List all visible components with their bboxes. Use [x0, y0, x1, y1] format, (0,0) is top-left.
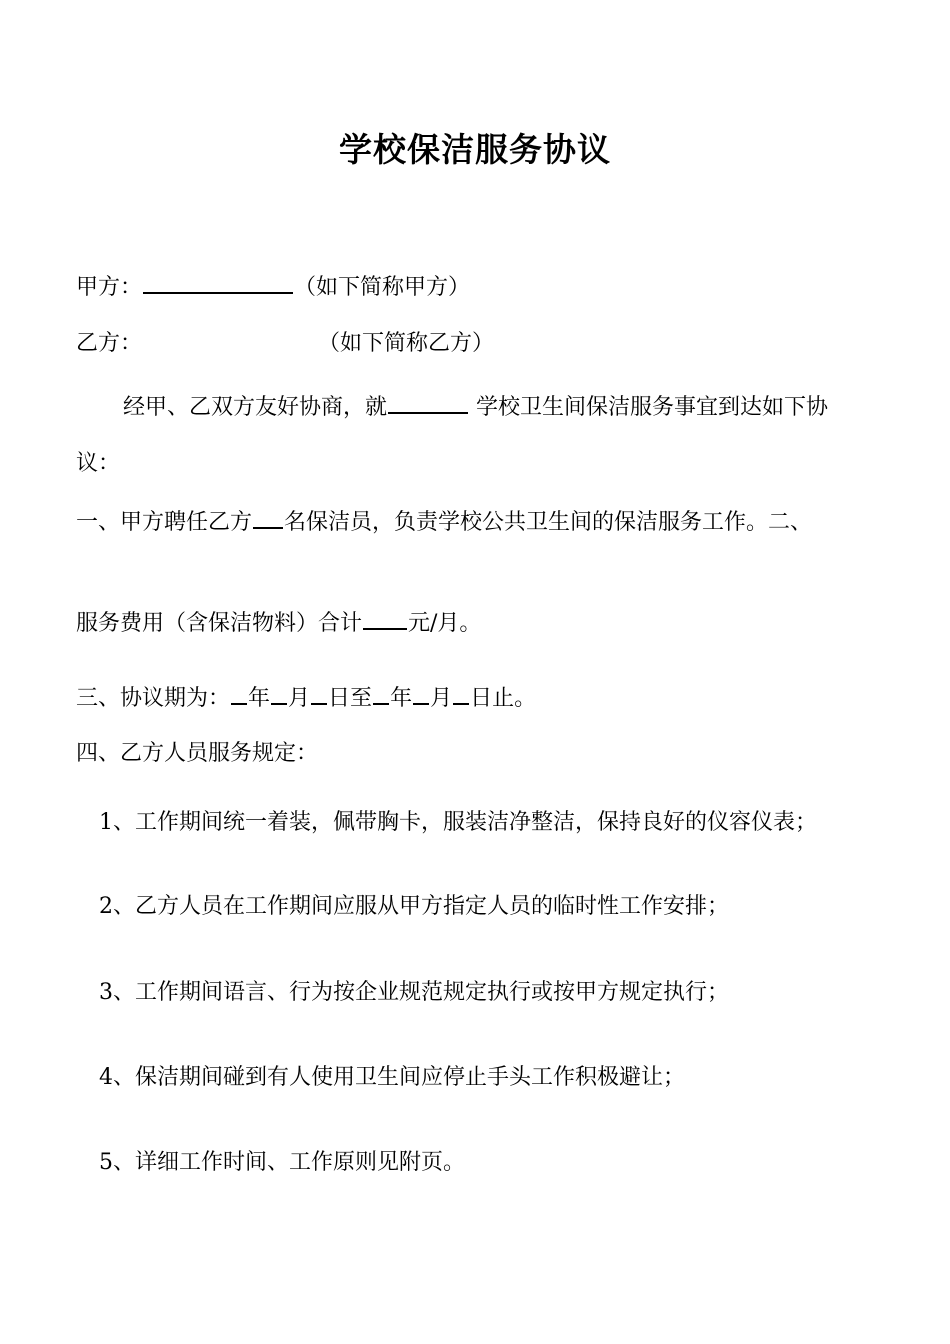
- intro-text-2: 学校卫生间保洁服务事宜到达如下协: [469, 395, 829, 420]
- start-year-label: 年: [248, 686, 271, 711]
- clause-2-text-2: 元/月。: [408, 611, 482, 636]
- party-a-suffix: （如下简称甲方）: [294, 275, 471, 300]
- fee-blank: [363, 606, 407, 630]
- end-year-blank: [373, 681, 389, 705]
- cleaner-count-blank: [253, 505, 283, 529]
- party-b-suffix: （如下简称乙方）: [318, 331, 495, 356]
- rule-item: 5、详细工作时间、工作原则见附页。: [99, 1150, 465, 1175]
- clause-2-line: [76, 606, 481, 639]
- clause-3-line: [76, 681, 536, 714]
- rule-item: 2、乙方人员在工作期间应服从甲方指定人员的临时性工作安排；: [99, 894, 729, 919]
- clause-2-text-1: 服务费用（含保洁物料）合计: [76, 611, 363, 636]
- party-a-blank: [143, 270, 293, 294]
- end-year-label: 年: [390, 686, 413, 711]
- end-day-label: 日止。: [470, 686, 537, 711]
- end-day-blank: [453, 681, 469, 705]
- intro-text-1: 经甲、乙双方友好协商，就: [123, 395, 388, 420]
- party-a-label: 甲方：: [76, 275, 143, 300]
- clause-1-text-1: 一、甲方聘任乙方: [76, 510, 253, 535]
- intro-line-1: [123, 390, 828, 423]
- start-month-blank: [271, 681, 287, 705]
- end-month-label: 月: [430, 686, 453, 711]
- intro-text-3: 议：: [76, 451, 121, 476]
- start-day-label: 日至: [328, 686, 373, 711]
- clause-1-line: [76, 505, 812, 538]
- rule-item: 4、保洁期间碰到有人使用卫生间应停止手头工作积极避让；: [99, 1065, 685, 1090]
- clause-1-text-2: 名保洁员，负责学校公共卫生间的保洁服务工作。二、: [284, 510, 813, 535]
- party-b-line: [76, 329, 494, 359]
- start-year-blank: [231, 681, 247, 705]
- start-day-blank: [311, 681, 327, 705]
- clause-4-heading: 四、乙方人员服务规定：: [76, 741, 319, 766]
- school-name-blank: [388, 390, 468, 414]
- clause-3-label: 三、协议期为：: [76, 686, 231, 711]
- party-a-line: [76, 270, 470, 303]
- party-b-label: 乙方：: [76, 331, 143, 356]
- end-month-blank: [413, 681, 429, 705]
- rule-item: 3、工作期间语言、行为按企业规范规定执行或按甲方规定执行；: [99, 980, 729, 1005]
- document-title: 学校保洁服务协议: [339, 130, 611, 169]
- intro-line-2: [76, 449, 120, 479]
- start-month-label: 月: [288, 686, 311, 711]
- rule-item: 1、工作期间统一着装，佩带胸卡，服装洁净整洁，保持良好的仪容仪表；: [99, 810, 817, 835]
